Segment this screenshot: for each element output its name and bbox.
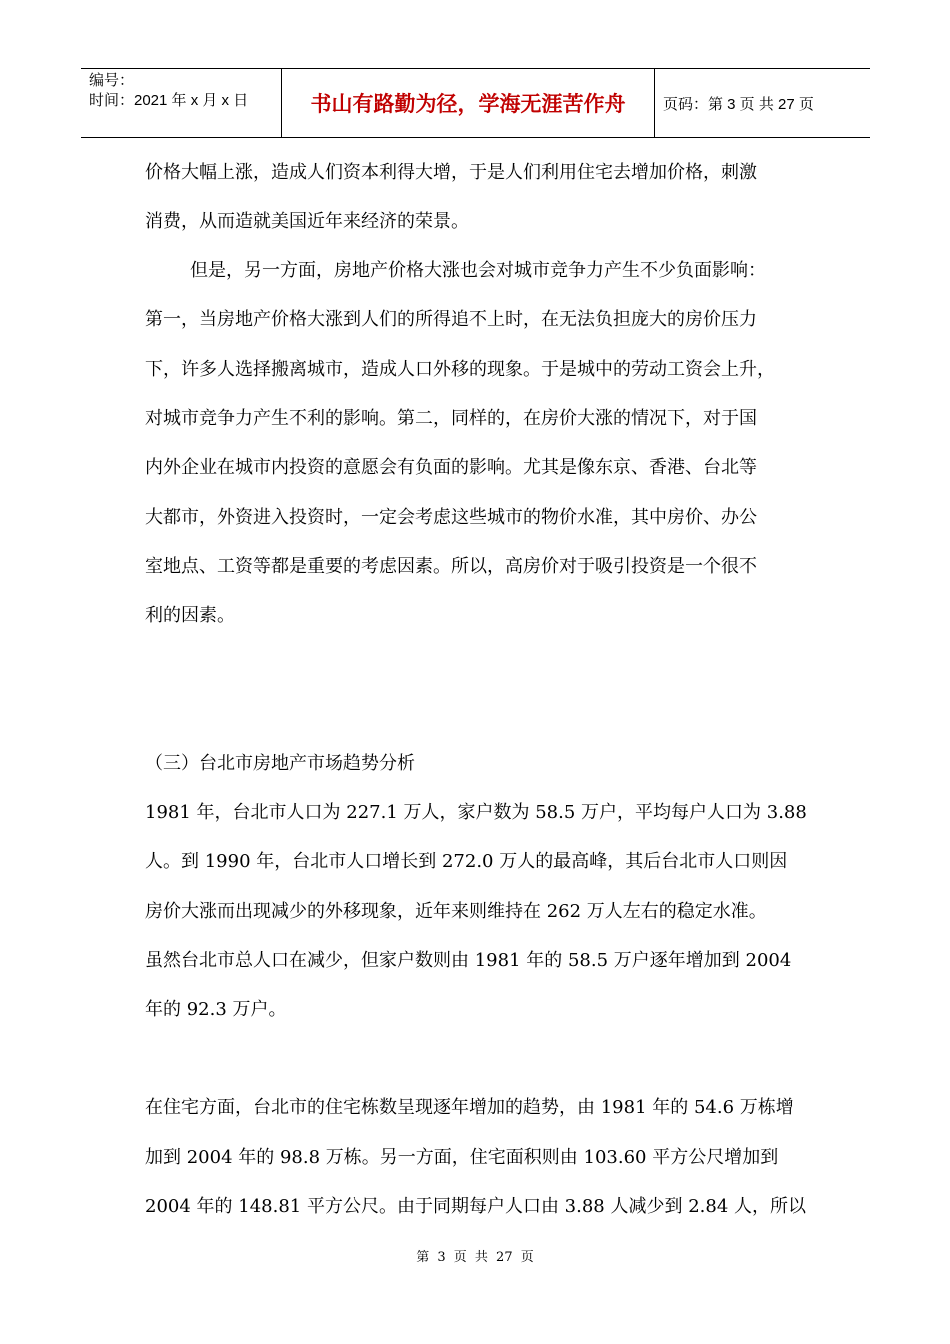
page-footer: 第 3 页 共 27 页: [416, 1250, 534, 1265]
text-line: 人。到 1990 年，台北市人口增长到 272.0 万人的最高峰，其后台北市人口则因: [145, 851, 788, 872]
text-line: 2004 年的 148.81 平方公尺。由于同期每户人口由 3.88 人减少到 2.84 人，所以: [145, 1196, 806, 1217]
text-line: 房价大涨而出现减少的外移现象，近年来则维持在 262 万人左右的稳定水准。: [145, 901, 767, 922]
text-line: 大都市，外资进入投资时，一定会考虑这些城市的物价水准，其中房价、办公: [145, 507, 757, 528]
number-label: 编号：: [89, 72, 135, 89]
text-line: 年的 92.3 万户。: [145, 999, 287, 1020]
text-line: 在住宅方面，台北市的住宅栋数呈现逐年增加的趋势，由 1981 年的 54.6 万栋增: [145, 1097, 794, 1118]
text-line: 利的因素。: [145, 605, 235, 626]
text-line: 第一，当房地产价格大涨到人们的所得追不上时，在无法负担庞大的房价压力: [145, 309, 757, 330]
text-line: 内外企业在城市内投资的意愿会有负面的影响。尤其是像东京、香港、台北等: [145, 457, 757, 478]
motto: 书山有路勤为径，学海无涯苦作舟: [282, 69, 655, 137]
section-heading: （三）台北市房地产市场趋势分析: [145, 753, 415, 774]
text-line: 对城市竞争力产生不利的影响。第二，同样的，在房价大涨的情况下，对于国: [145, 408, 757, 429]
text-line: 消费，从而造就美国近年来经济的荣景。: [145, 211, 469, 232]
page-label: 页码：第 3 页 共 27 页: [663, 95, 814, 113]
text-line: 下，许多人选择搬离城市，造成人口外移的现象。于是城中的劳动工资会上升，: [145, 359, 775, 380]
text-line: 价格大幅上涨，造成人们资本利得大增，于是人们利用住宅去增加价格，刺激: [145, 162, 757, 183]
text-line: 加到 2004 年的 98.8 万栋。另一方面，住宅面积则由 103.60 平方公尺增加到: [145, 1147, 779, 1168]
header-meta: [81, 69, 282, 137]
text-line: 室地点、工资等都是重要的考虑因素。所以，高房价对于吸引投资是一个很不: [145, 556, 757, 577]
date-label: 时间：2021 年 x 月 x 日: [89, 92, 249, 109]
text-line: 但是，另一方面，房地产价格大涨也会对城市竞争力产生不少负面影响：: [190, 260, 766, 281]
text-line: 1981 年，台北市人口为 227.1 万人，家户数为 58.5 万户，平均每户人口为 3.88: [145, 802, 807, 823]
page-header: [81, 68, 870, 138]
text-line: 虽然台北市总人口在减少，但家户数则由 1981 年的 58.5 万户逐年增加到 2004: [145, 950, 792, 971]
